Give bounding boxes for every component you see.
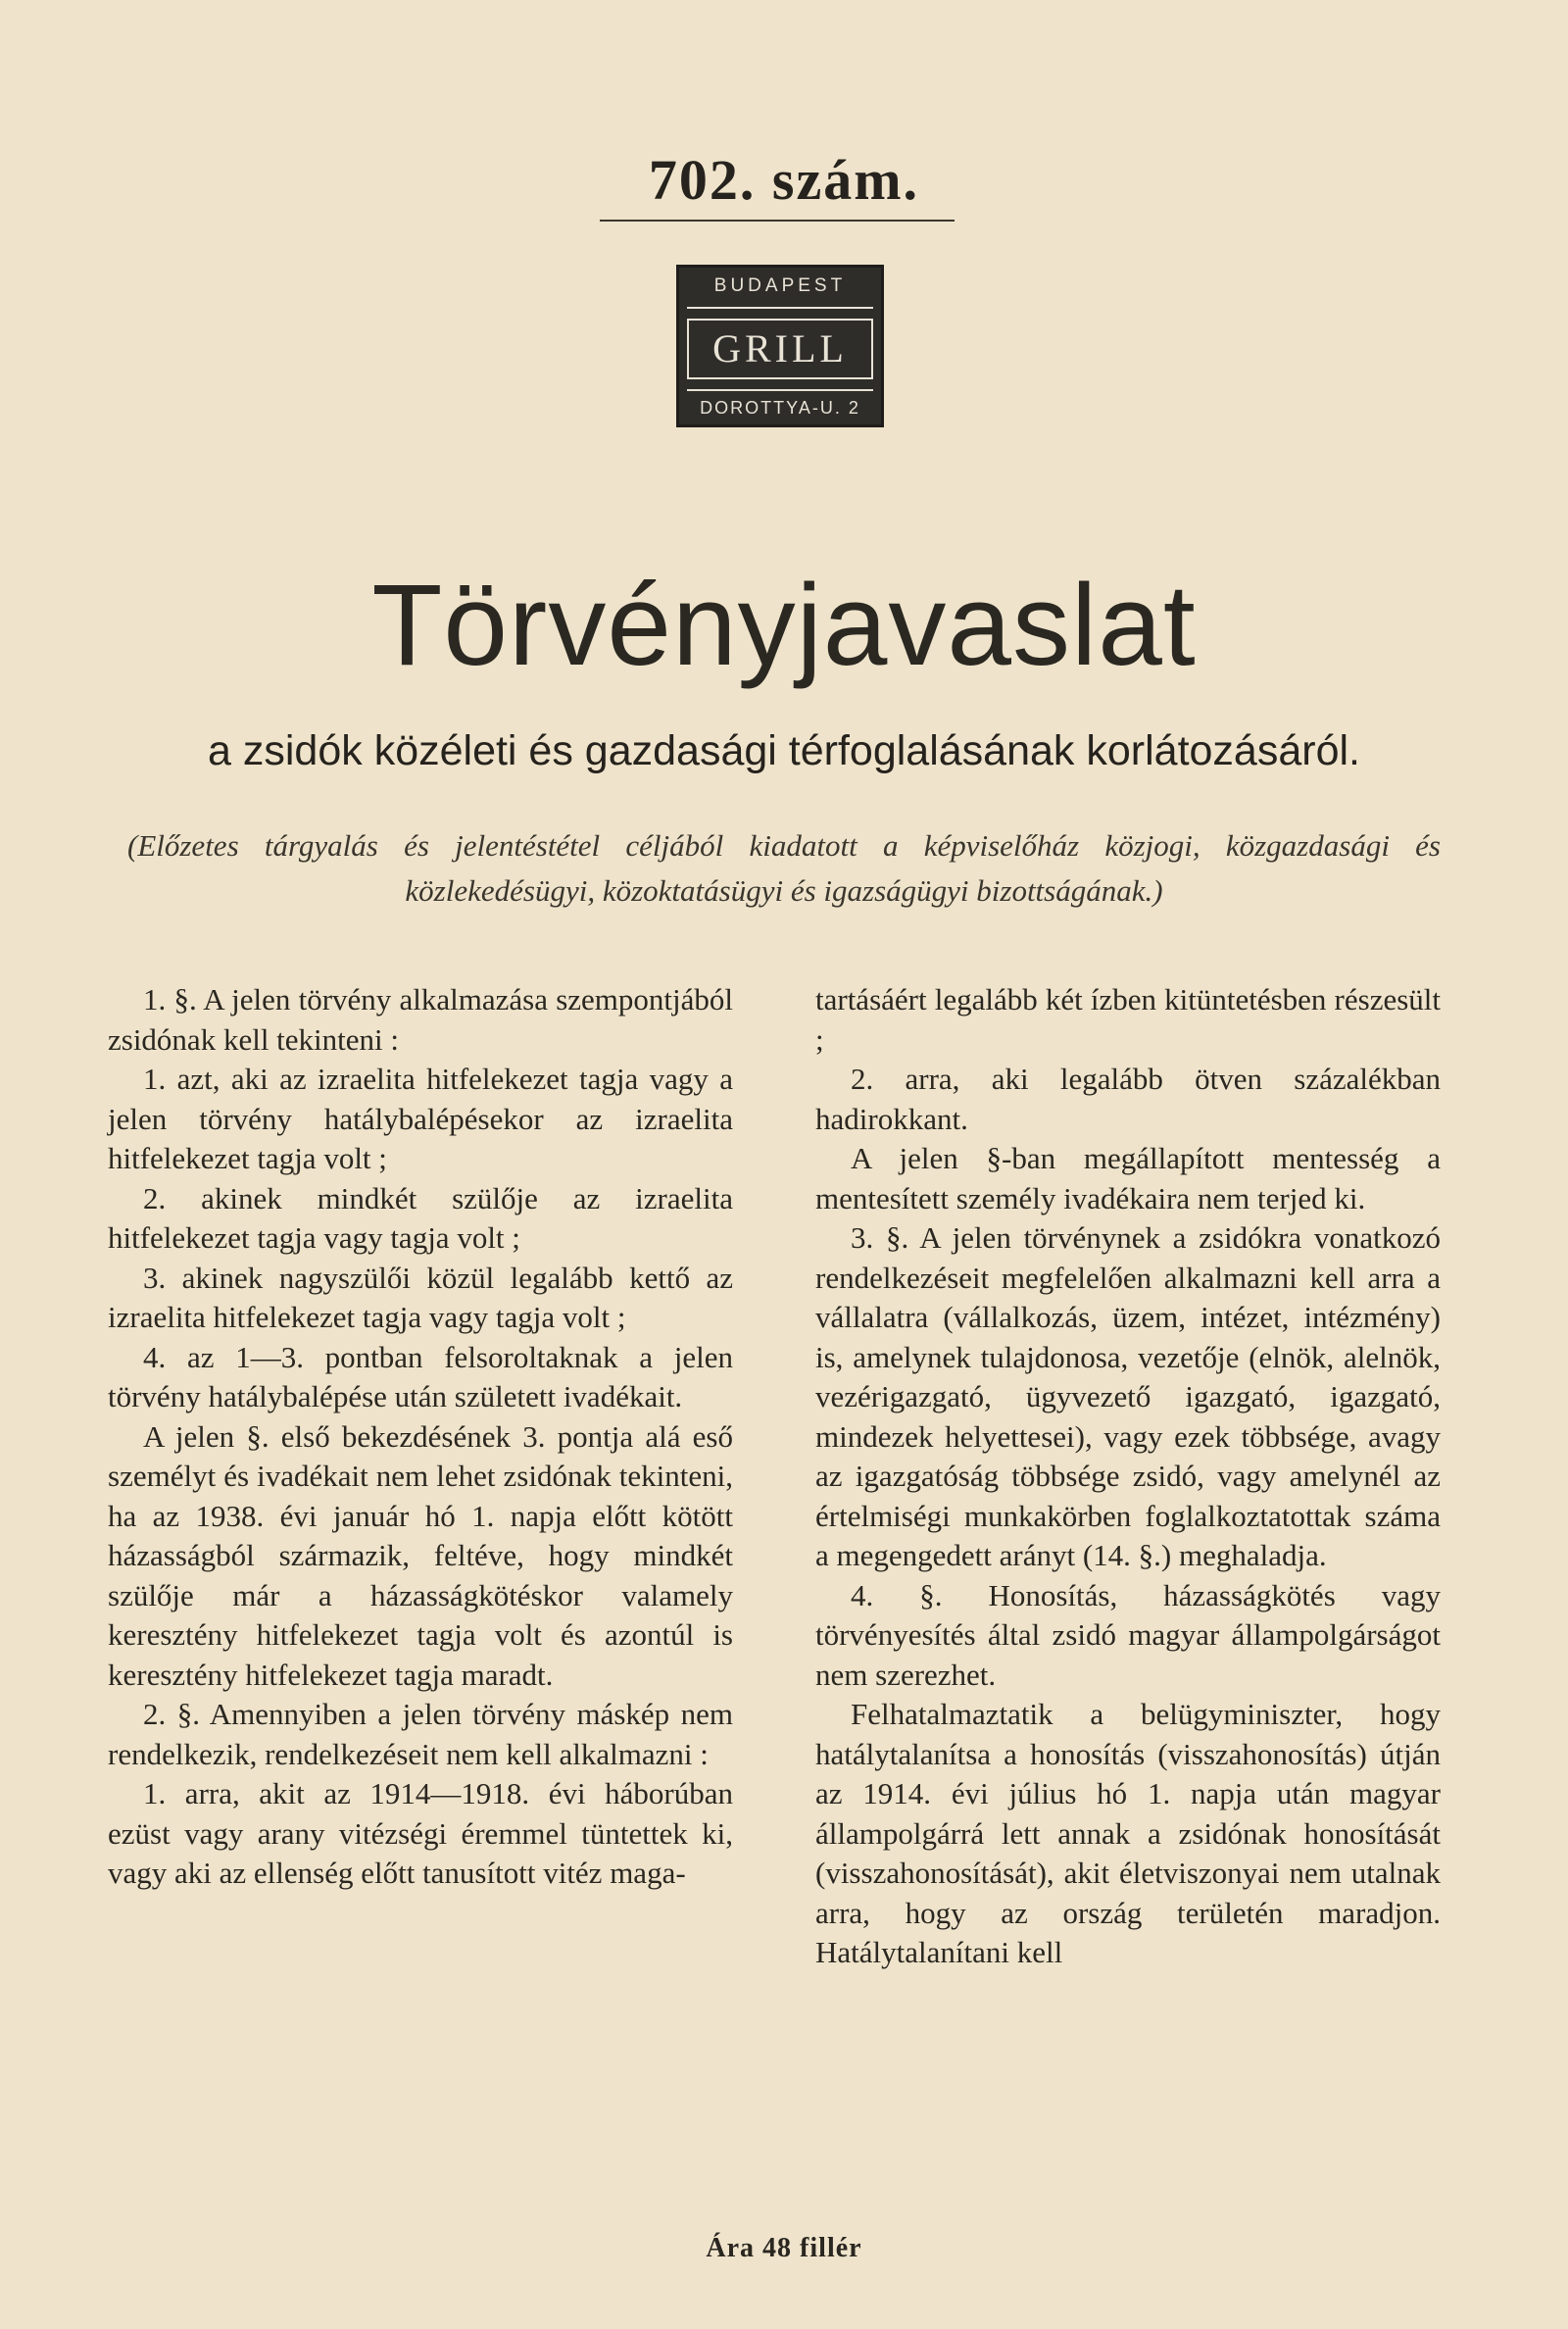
stamp-rule-bottom [687,389,873,391]
number-underline [600,220,955,222]
paragraph: 2. akinek mindkét szülője az izraelita hitfelekezet tagja vagy tagja volt ; [108,1180,733,1255]
paragraph: A jelen §-ban megállapított mentesség a mentesített személy ivadékaira nem terjed ki. [815,1141,1441,1215]
price-footer: Ára 48 fillér [706,2233,862,2263]
paragraph: 4. az 1—3. pontban felsoroltaknak a jelen törvény hatálybalépése után született ivadékait. [108,1339,733,1413]
paragraph: 1. arra, akit az 1914—1918. évi háborúban ezüst vagy arany vitézségi éremmel tüntettek ki, vagy aki az ellenség előtt tanusított vitéz maga- [108,1776,733,1890]
paragraph: 2. §. Amennyiben a jelen törvény máskép nem rendelkezik, rendelkezéseit nem kell alkalmazni : [108,1697,733,1771]
document-title: Törvényjavaslat [371,561,1197,690]
document-note: (Előzetes tárgyalás és jelentéstétel céljából kiadatott a képviselőház közjogi, közgazdasági és közlekedésügyi, közoktatásügyi és igazságügyi bizottságának.) [127,828,1441,908]
paragraph: tartásáért legalább két ízben kitüntetésben részesült ; [815,982,1441,1057]
right-column [815,980,1441,1973]
document-number: 702. szám. [648,148,920,212]
paragraph: 3. akinek nagyszülői közül legalább kettő az izraelita hitfelekezet tagja vagy tagja volt ; [108,1260,733,1334]
stamp-rule-top [687,307,873,309]
paragraph: A jelen §. első bekezdésének 3. pontja alá eső személyt és ivadékait nem lehet zsidónak tekinteni, ha az 1938. évi január hó 1. napja előtt kötött házasságból származik, feltéve, hogy mindkét szülője már a házasságkötéskor valamely keresztény hitfelekezet tagja volt és azontúl is keresztény hitfelekezet tagja maradt. [108,1418,733,1692]
paragraph: 1. azt, aki az izraelita hitfelekezet tagja vagy a jelen törvény hatálybalépésekor az izraelita hitfelekezet tagja volt ; [108,1062,733,1175]
stamp-city: BUDAPEST [713,275,847,296]
paragraph: 3. §. A jelen törvénynek a zsidókra vonatkozó rendelkezéseit megfelelően alkalmazni kell arra a vállalatra (vállalkozás, üzem, intézet, intézmény) is, amelynek tulajdonosa, vezetője (elnök, alelnök, vezérigazgató, ügyvezető igazgató, igazgató, mindezek helyettesei), vagy ezek többsége, avagy az igazgatóság többsége zsidó, vagy amelynél az értelmiségi munkakörben foglalkoztatottak száma a megengedett arányt (14. §.) meghaladja. [815,1220,1441,1572]
paragraph: Felhatalmaztatik a belügyminiszter, hogy hatálytalanítsa a honosítás (visszahonosítás) útján az 1914. évi július hó 1. napja után magyar állampolgárrá lett annak a zsidónak honosítását (visszahonosítását), akit életviszonyai nem utalnak arra, hogy az ország területén maradjon. Hatálytalanítani kell [815,1697,1441,1969]
document-subtitle: a zsidók közéleti és gazdasági térfoglalásának korlátozásáról. [208,727,1360,774]
stamp-name: GRILL [687,319,873,379]
paragraph: 4. §. Honosítás, házasságkötés vagy törvényesítés által zsidó magyar állampolgárságot nem szerezhet. [815,1577,1441,1692]
paragraph: 1. §. A jelen törvény alkalmazása szempontjából zsidónak kell tekinteni : [108,982,733,1057]
printer-stamp [676,265,884,427]
stamp-address: DOROTTYA-U. 2 [700,398,860,418]
paragraph: 2. arra, aki legalább ötven százalékban hadirokkant. [815,1062,1441,1136]
left-column [108,980,733,1894]
